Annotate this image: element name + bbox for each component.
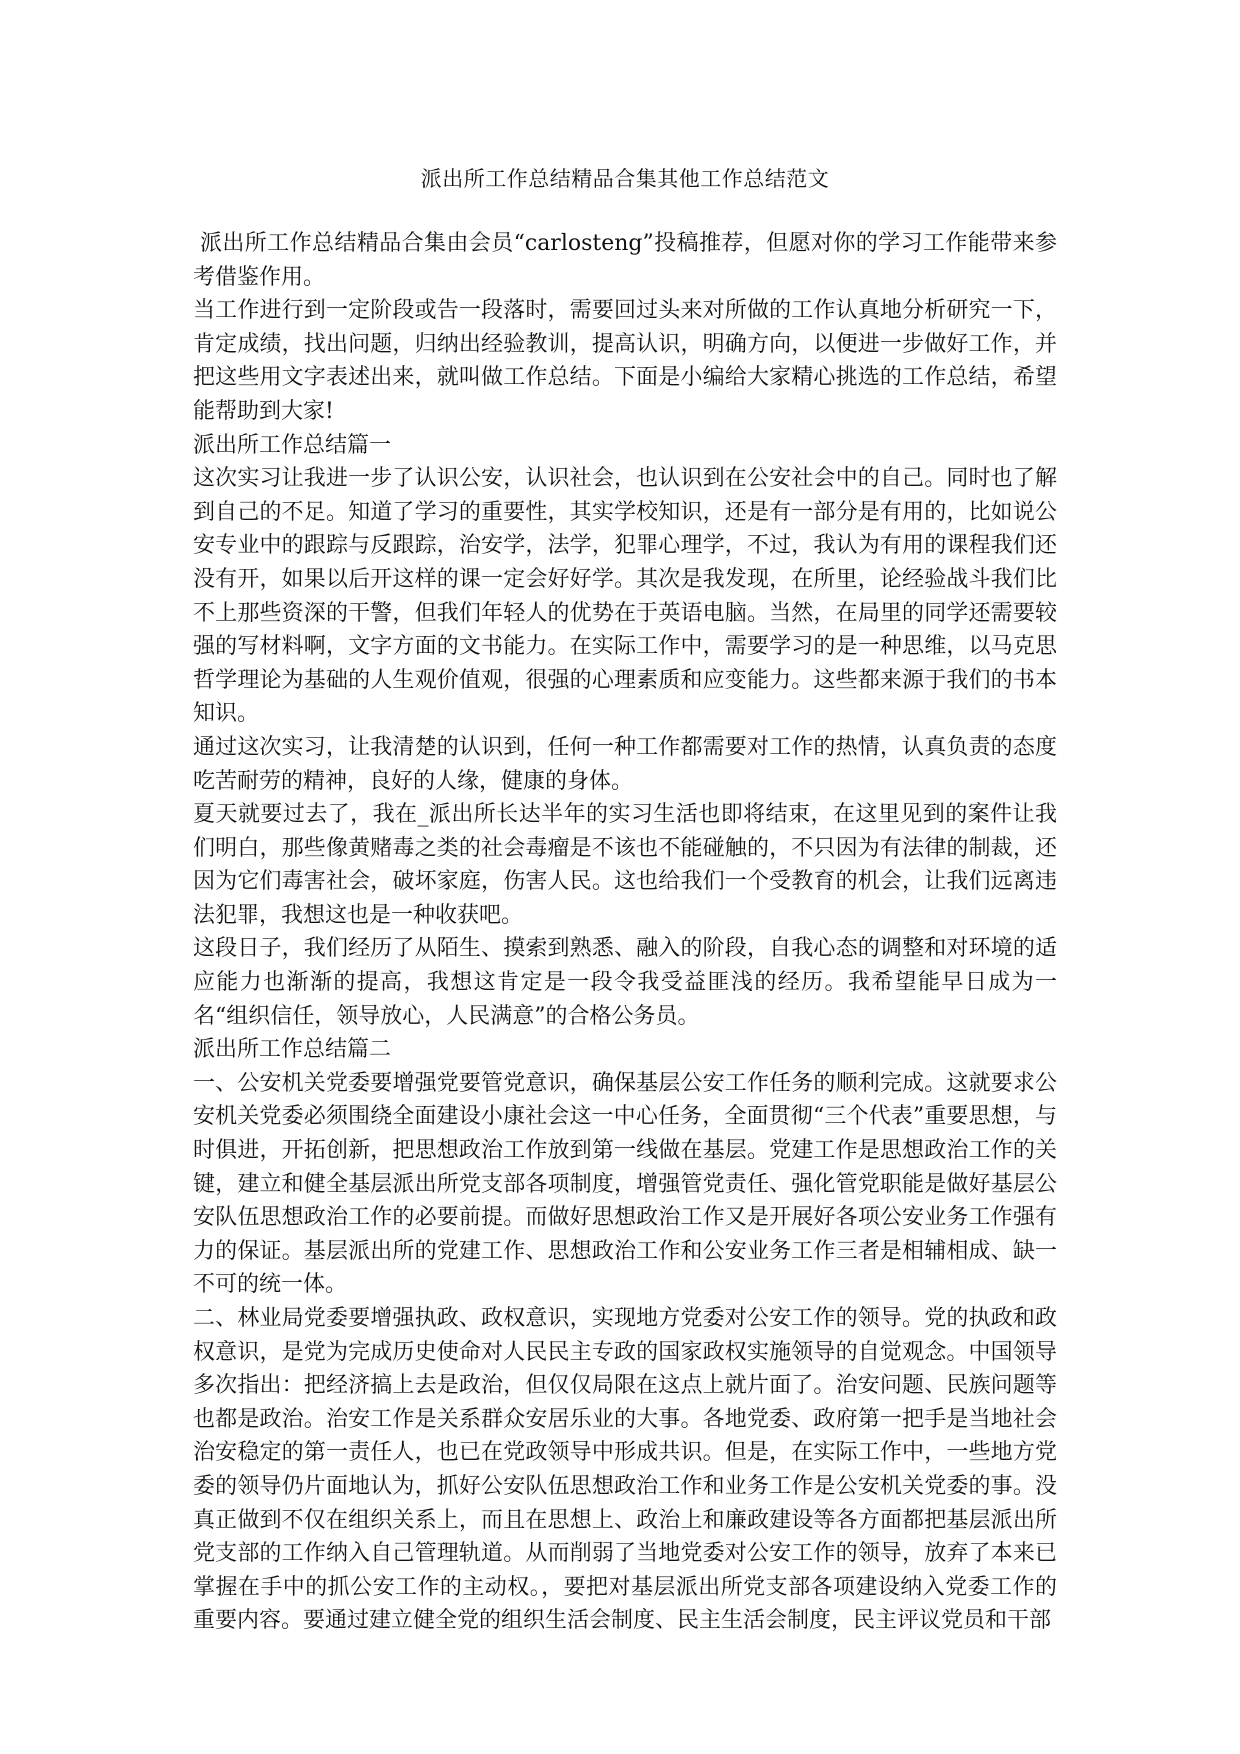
intro-paragraph: 派出所工作总结精品合集由会员“carlosteng”投稿推荐，但愿对你的学习工作能带来参考借鉴作用。 [193, 231, 1057, 290]
document-title: 派出所工作总结精品合集其他工作总结范文 [420, 167, 830, 191]
document-page [193, 0, 1057, 1754]
section-heading-one: 派出所工作总结篇一 [193, 432, 392, 458]
body-paragraph: 通过这次实习，让我清楚的认识到，任何一种工作都需要对工作的热情，认真负责的态度吃苦耐劳的精神，良好的人缘，健康的身体。 [193, 734, 1057, 794]
document-body [193, 227, 1057, 1638]
body-paragraph: 这段日子，我们经历了从陌生、摸索到熟悉、融入的阶段，自我心态的调整和对环境的适应能力也渐渐的提高，我想这肯定是一段令我受益匪浅的经历。我希望能早日成为一名“组织信任，领导放心，人民满意”的合格公务员。 [193, 936, 1057, 1029]
body-paragraph: 二、林业局党委要增强执政、政权意识，实现地方党委对公安工作的领导。党的执政和政权意识，是党为完成历史使命对人民民主专政的国家政权实施领导的自觉观念。中国领导多次指出：把经济搞上去是政治，但仅仅局限在这点上就片面了。治安问题、民族问题等也都是政治。治安工作是关系群众安居乐业的大事。各地党委、政府第一把手是当地社会治安稳定的第一责任人，也已在党政领导中形成共识。但是，在实际工作中，一些地方党委的领导仍片面地认为，抓好公安队伍思想政治工作和业务工作是公安机关党委的事。没真正做到不仅在组织关系上，而且在思想上、政治上和廉政建设等各方面都把基层派出所党支部的工作纳入自己管理轨道。从而削弱了当地党委对公安工作的领导，放弃了本来已掌握在手中的抓公安工作的主动权。，要把对基层派出所党支部各项建设纳入党委工作的重要内容。要通过建立健全党的组织生活会制度、民主生活会制度，民主评议党员和干部 [193, 1306, 1057, 1634]
body-paragraph: 一、公安机关党委要增强党要管党意识，确保基层公安工作任务的顺利完成。这就要求公安机关党委必须围绕全面建设小康社会这一中心任务，全面贯彻“三个代表”重要思想，与时俱进，开拓创新，把思想政治工作放到第一线做在基层。党建工作是思想政治工作的关键，建立和健全基层派出所党支部各项制度，增强管党责任、强化管党职能是做好基层公安队伍思想政治工作的必要前提。而做好思想政治工作又是开展好各项公安业务工作强有力的保证。基层派出所的党建工作、思想政治工作和公安业务工作三者是相辅相成、缺一不可的统一体。 [193, 1070, 1057, 1298]
body-paragraph: 夏天就要过去了，我在_派出所长达半年的实习生活也即将结束，在这里见到的案件让我们明白，那些像黄赌毒之类的社会毒瘤是不该也不能碰触的，不只因为有法律的制裁，还因为它们毒害社会，破坏家庭，伤害人民。这也给我们一个受教育的机会，让我们远离违法犯罪，我想这也是一种收获吧。 [193, 802, 1057, 928]
section-heading-two: 派出所工作总结篇二 [193, 1037, 392, 1063]
summary-definition-paragraph: 当工作进行到一定阶段或告一段落时，需要回过头来对所做的工作认真地分析研究一下，肯定成绩，找出问题，归纳出经验教训，提高认识，明确方向，以便进一步做好工作，并把这些用文字表述出来，就叫做工作总结。下面是小编给大家精心挑选的工作总结，希望能帮助到大家! [193, 298, 1057, 424]
body-paragraph: 这次实习让我进一步了认识公安，认识社会，也认识到在公安社会中的自己。同时也了解到自己的不足。知道了学习的重要性，其实学校知识，还是有一部分是有用的，比如说公安专业中的跟踪与反跟踪，治安学，法学，犯罪心理学，不过，我认为有用的课程我们还没有开，如果以后开这样的课一定会好好学。其次是我发现，在所里，论经验战斗我们比不上那些资深的干警，但我们年轻人的优势在于英语电脑。当然，在局里的同学还需要较强的写材料啊，文字方面的文书能力。在实际工作中，需要学习的是一种思维，以马克思哲学理论为基础的人生观价值观，很强的心理素质和应变能力。这些都来源于我们的书本知识。 [193, 466, 1057, 727]
